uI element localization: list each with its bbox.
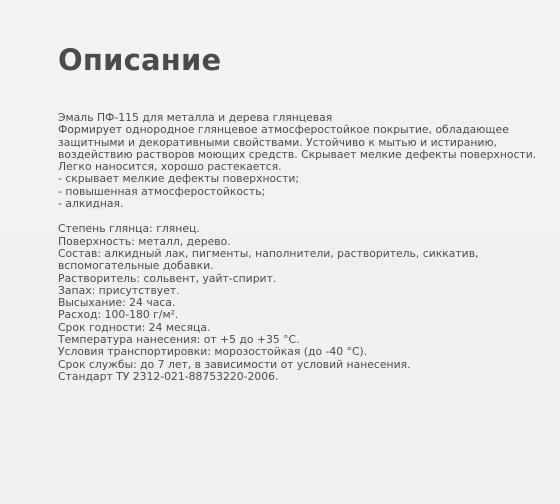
spec-line: Расход: 100-180 г/м². (58, 308, 179, 322)
description-line: Формирует однородное глянцевое атмосферостойкое покрытие, обладающее (58, 123, 509, 137)
page-title: Описание (58, 43, 222, 77)
spec-line: Растворитель: сольвент, уайт-спирит. (58, 271, 277, 285)
spec-line: вспомогательные добавки. (58, 259, 214, 273)
spec-line: Высыхание: 24 часа. (58, 296, 176, 310)
spec-line: Стандарт ТУ 2312-021-88753220-2006. (58, 369, 279, 383)
spec-line: Поверхность: металл, дерево. (58, 234, 231, 248)
description-line: Эмаль ПФ-115 для металла и дерева глянцевая (58, 111, 333, 124)
feature-list-item: - алкидная. (58, 197, 124, 211)
spec-line: Степень глянца: глянец. (58, 222, 200, 236)
description-line: защитными и декоративными свойствами. Устойчиво к мытью и истиранию, (58, 135, 497, 149)
feature-list-item: - повышенная атмосферостойкость; (58, 184, 266, 198)
description-line: воздействию растворов моющих средств. Скрывает мелкие дефекты поверхности. (58, 147, 537, 161)
specifications-paragraph (58, 223, 548, 383)
description-content (58, 112, 548, 383)
description-line: Легко наносится, хорошо растекается. (58, 160, 282, 174)
intro-paragraph (58, 112, 548, 210)
spec-line: Состав: алкидный лак, пигменты, наполнители, растворитель, сиккатив, (58, 246, 479, 260)
spec-line: Срок службы: до 7 лет, в зависимости от условий нанесения. (58, 357, 411, 371)
spec-line: Условия транспортировки: морозостойкая (до -40 °С). (58, 345, 368, 359)
spec-line: Срок годности: 24 месяца. (58, 320, 211, 334)
spec-line: Запах: присутствует. (58, 283, 180, 297)
feature-list-item: - скрывает мелкие дефекты поверхности; (58, 172, 300, 186)
spec-line: Температура нанесения: от +5 до +35 °С. (58, 333, 300, 347)
